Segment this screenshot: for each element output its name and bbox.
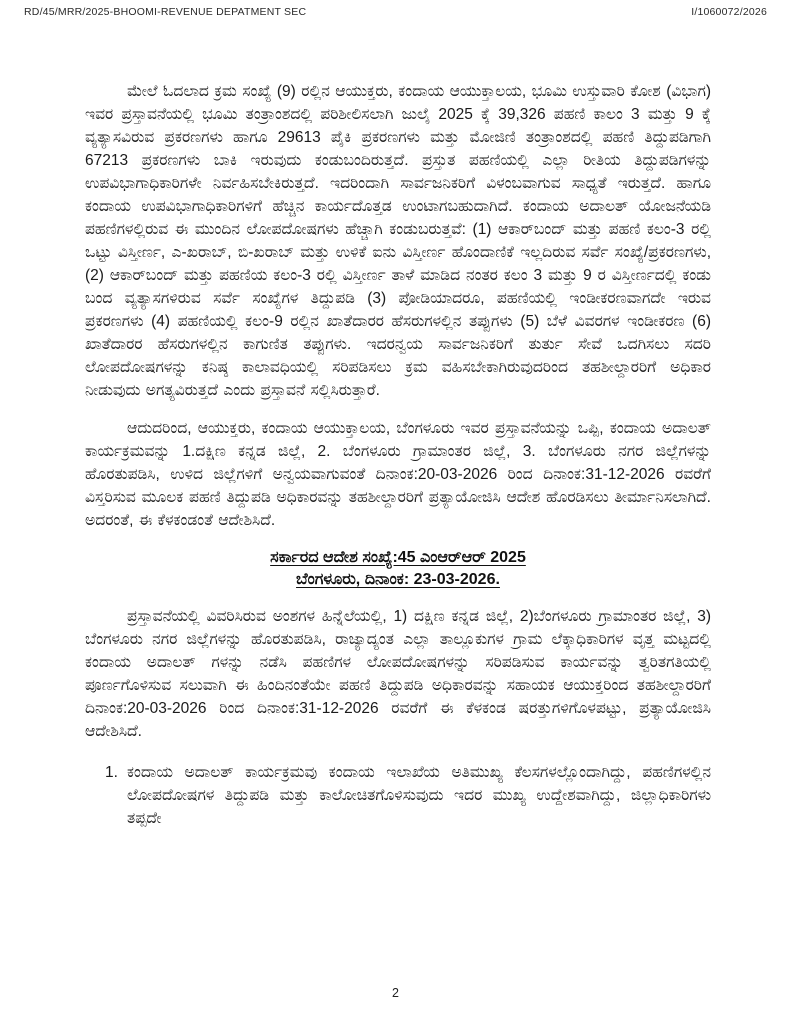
order-date-line: ಬೆಂಗಳೂರು, ದಿನಾಂಕ: 23-03-2026. bbox=[296, 571, 500, 588]
document-body bbox=[85, 80, 711, 830]
document-id: I/1060072/2026 bbox=[691, 6, 767, 18]
list-item bbox=[85, 761, 711, 830]
body-paragraph-1: ಮೇಲೆ ಓದಲಾದ ಕ್ರಮ ಸಂಖ್ಯೆ (9) ರಲ್ಲಿನ ಆಯುಕ್ತರು, ಕಂದಾಯ ಆಯುಕ್ತಾಲಯ, ಭೂಮಿ ಉಸ್ತುವಾರಿ ಕೋಶ (ವಿಭಾಗ) ಇವರ ಪ್ರಸ್ತಾವನೆಯಲ್ಲಿ ಭೂಮಿ ತಂತ್ರಾಂಶದಲ್ಲಿ ಪರಿಶೀಲಿಸಲಾಗಿ ಜುಲೈ 2025 ಕ್ಕೆ 39,326 ಪಹಣಿ ಕಾಲಂ 3 ಮತ್ತು 9 ಕ್ಕೆ ವ್ಯತ್ಯಾಸವಿರುವ ಪ್ರಕರಣಗಳು ಹಾಗೂ 29613 ಪೈಕಿ ಪ್ರಕರಣಗಳು ಮತ್ತು ಮೋಜಿಣಿ ತಂತ್ರಾಂಶದಲ್ಲಿ ಪಹಣಿ ತಿದ್ದುಪಡಿಗಾಗಿ 67213 ಪ್ರಕರಣಗಳು ಬಾಕಿ ಇರುವುದು ಕಂಡುಬಂದಿರುತ್ತದೆ. ಪ್ರಸ್ತುತ ಪಹಣಿಯಲ್ಲಿ ಎಲ್ಲಾ ರೀತಿಯ ತಿದ್ದುಪಡಿಗಳನ್ನು ಉಪವಿಭಾಗಾಧಿಕಾರಿಗಳೇ ನಿರ್ವಹಿಸಬೇಕಿರುತ್ತದೆ. ಇದರಿಂದಾಗಿ ಸಾರ್ವಜನಿಕರಿಗೆ ವಿಳಂಬವಾಗುವ ಸಾಧ್ಯತೆ ಇರುತ್ತದೆ. ಹಾಗೂ ಕಂದಾಯ ಉಪವಿಭಾಗಾಧಿಕಾರಿಗಳಿಗೆ ಹೆಚ್ಚಿನ ಕಾರ್ಯದೊತ್ತಡ ಉಂಟಾಗಬಹುದಾಗಿದೆ. ಕಂದಾಯ ಅದಾಲತ್ ಯೋಜನೆಯಡಿ ಪಹಣಿಗಳಲ್ಲಿರುವ ಈ ಮುಂದಿನ ಲೋಪದೋಷಗಳು ಹೆಚ್ಚಾಗಿ ಕಂಡುಬರುತ್ತವೆ: (1) ಆಕಾರ್‌ಬಂದ್ ಮತ್ತು ಪಹಣಿ ಕಲಂ-3 ರಲ್ಲಿ ಒಟ್ಟು ವಿಸ್ತೀರ್ಣ, ಎ-ಖರಾಬ್, ಬಿ-ಖರಾಬ್ ಮತ್ತು ಉಳಿಕೆ ಐನು ವಿಸ್ತೀರ್ಣ ಹೊಂದಾಣಿಕೆ ಇಲ್ಲದಿರುವ ಸರ್ವೆ ಸಂಖ್ಯೆ/ಪ್ರಕರಣಗಳು, (2) ಆಕಾರ್‌ಬಂದ್ ಮತ್ತು ಪಹಣಿಯ ಕಲಂ-3 ರಲ್ಲಿ ವಿಸ್ತೀರ್ಣ ತಾಳೆ ಮಾಡಿದ ನಂತರ ಕಲಂ 3 ಮತ್ತು 9 ರ ವಿಸ್ತೀರ್ಣದಲ್ಲಿ ಕಂಡು ಬಂದ ವ್ಯತ್ಯಾಸಗಳಿರುವ ಸರ್ವೆ ಸಂಖ್ಯೆಗಳ ತಿದ್ದುಪಡಿ (3) ಪೋಡಿಯಾದರೂ, ಪಹಣಿಯಲ್ಲಿ ಇಂಡೀಕರಣವಾಗದೇ ಇರುವ ಪ್ರಕರಣಗಳು (4) ಪಹಣಿಯಲ್ಲಿ ಕಲಂ-9 ರಲ್ಲಿನ ಖಾತೆದಾರರ ಹೆಸರುಗಳಲ್ಲಿನ ತಪ್ಪುಗಳು (5) ಬೆಳೆ ವಿವರಗಳ ಇಂಡೀಕರಣ (6) ಖಾತೆದಾರರ ಹೆಸರುಗಳಲ್ಲಿನ ಕಾಗುಣಿತ ತಪ್ಪುಗಳು. ಇದರನ್ವಯ ಸಾರ್ವಜನಿಕರಿಗೆ ತುರ್ತು ಸೇವೆ ಒದಗಿಸಲು ಸದರಿ ಲೋಪದೋಷಗಳನ್ನು ಕನಿಷ್ಠ ಕಾಲಾವಧಿಯಲ್ಲಿ ಸರಿಪಡಿಸಲು ಕ್ರಮ ವಹಿಸಬೇಕಾಗಿರುವುದರಿಂದ ತಹಶೀಲ್ದಾರರಿಗೆ ಅಧಿಕಾರ ನೀಡುವುದು ಅಗತ್ಯವಿರುತ್ತದೆ ಎಂದು ಪ್ರಸ್ತಾವನೆ ಸಲ್ಲಿಸಿರುತ್ತಾರೆ. bbox=[85, 83, 711, 399]
body-paragraph-3: ಪ್ರಸ್ತಾವನೆಯಲ್ಲಿ ವಿವರಿಸಿರುವ ಅಂಶಗಳ ಹಿನ್ನೆಲೆಯಲ್ಲಿ, 1) ದಕ್ಷಿಣ ಕನ್ನಡ ಜಿಲ್ಲೆ, 2)ಬೆಂಗಳೂರು ಗ್ರಾಮಾಂತರ ಜಿಲ್ಲೆ, 3) ಬೆಂಗಳೂರು ನಗರ ಜಿಲ್ಲೆಗಳನ್ನು ಹೊರತುಪಡಿಸಿ, ರಾಜ್ಯಾದ್ಯಂತ ಎಲ್ಲಾ ತಾಲ್ಲೂಕುಗಳ ಗ್ರಾಮ ಲೆಕ್ಕಾಧಿಕಾರಿಗಳ ವೃತ್ತ ಮಟ್ಟದಲ್ಲಿ ಕಂದಾಯ ಅದಾಲತ್ ಗಳನ್ನು ನಡೆಸಿ ಪಹಣಿಗಳ ಲೋಪದೋಷಗಳನ್ನು ಸರಿಪಡಿಸುವ ಕಾರ್ಯವನ್ನು ತ್ವರಿತಗತಿಯಲ್ಲಿ ಪೂರ್ಣಗೊಳಿಸುವ ಸಲುವಾಗಿ ಈ ಹಿಂದಿನಂತೆಯೇ ಪಹಣಿ ತಿದ್ದುಪಡಿ ಅಧಿಕಾರವನ್ನು ಸಹಾಯಕ ಆಯುಕ್ತರಿಂದ ತಹಶೀಲ್ದಾರರಿಗೆ ದಿನಾಂಕ:20-03-2026 ರಿಂದ ದಿನಾಂಕ:31-12-2026 ರವರೆಗೆ ಈ ಕೆಳಕಂಡ ಷರತ್ತುಗಳಿಗೊಳಪಟ್ಟು, ಪ್ರತ್ಯಾಯೋಜಿಸಿ ಆದೇಶಿಸಿದೆ. bbox=[85, 608, 711, 740]
body-paragraph-2: ಆದುದರಿಂದ, ಆಯುಕ್ತರು, ಕಂದಾಯ ಆಯುಕ್ತಾಲಯ, ಬೆಂಗಳೂರು ಇವರ ಪ್ರಸ್ತಾವನೆಯನ್ನು ಒಪ್ಪಿ, ಕಂದಾಯ ಅದಾಲತ್ ಕಾರ್ಯಕ್ರಮವನ್ನು 1.ದಕ್ಷಿಣ ಕನ್ನಡ ಜಿಲ್ಲೆ, 2. ಬೆಂಗಳೂರು ಗ್ರಾಮಾಂತರ ಜಿಲ್ಲೆ, 3. ಬೆಂಗಳೂರು ನಗರ ಜಿಲ್ಲೆಗಳನ್ನು ಹೊರತುಪಡಿಸಿ, ಉಳಿದ ಜಿಲ್ಲೆಗಳಿಗೆ ಅನ್ವಯವಾಗುವಂತೆ ದಿನಾಂಕ:20-03-2026 ರಿಂದ ದಿನಾಂಕ:31-12-2026 ರವರೆಗೆ ವಿಸ್ತರಿಸುವ ಮೂಲಕ ಪಹಣಿ ತಿದ್ದುಪಡಿ ಅಧಿಕಾರವನ್ನು ತಹಶೀಲ್ದಾರರಿಗೆ ಪ್ರತ್ಯಾಯೋಜಿಸಿ ಆದೇಶ ಹೊರಡಿಸಲು ತೀರ್ಮಾನಿಸಲಾಗಿದೆ. ಅದರಂತೆ, ಈ ಕೆಳಕಂಡಂತೆ ಆದೇಶಿಸಿದೆ. bbox=[85, 420, 711, 529]
list-item-number: 1. bbox=[105, 764, 118, 781]
page-number: 2 bbox=[392, 986, 399, 1000]
order-number-line: ಸರ್ಕಾರದ ಆದೇಶ ಸಂಖ್ಯೆ:45 ಎಂಆರ್‌ಆರ್ 2025 bbox=[270, 549, 526, 566]
order-heading bbox=[85, 547, 711, 591]
document-header bbox=[24, 6, 767, 18]
list-item-text: ಕಂದಾಯ ಅದಾಲತ್ ಕಾರ್ಯಕ್ರಮವು ಕಂದಾಯ ಇಲಾಖೆಯ ಅತಿಮುಖ್ಯ ಕೆಲಸಗಳಲ್ಲೊಂದಾಗಿದ್ದು, ಪಹಣಿಗಳಲ್ಲಿನ ಲೋಪದೋಷಗಳ ತಿದ್ದುಪಡಿ ಮತ್ತು ಕಾಲೋಚಿತಗೊಳಿಸುವುದು ಇದರ ಮುಖ್ಯ ಉದ್ದೇಶವಾಗಿದ್ದು, ಜಿಲ್ಲಾಧಿಕಾರಿಗಳು ತಪ್ಪದೇ bbox=[127, 764, 711, 827]
document-reference: RD/45/MRR/2025-BHOOMI-REVENUE DEPATMENT SEC bbox=[24, 6, 307, 18]
ordered-list bbox=[85, 761, 711, 830]
